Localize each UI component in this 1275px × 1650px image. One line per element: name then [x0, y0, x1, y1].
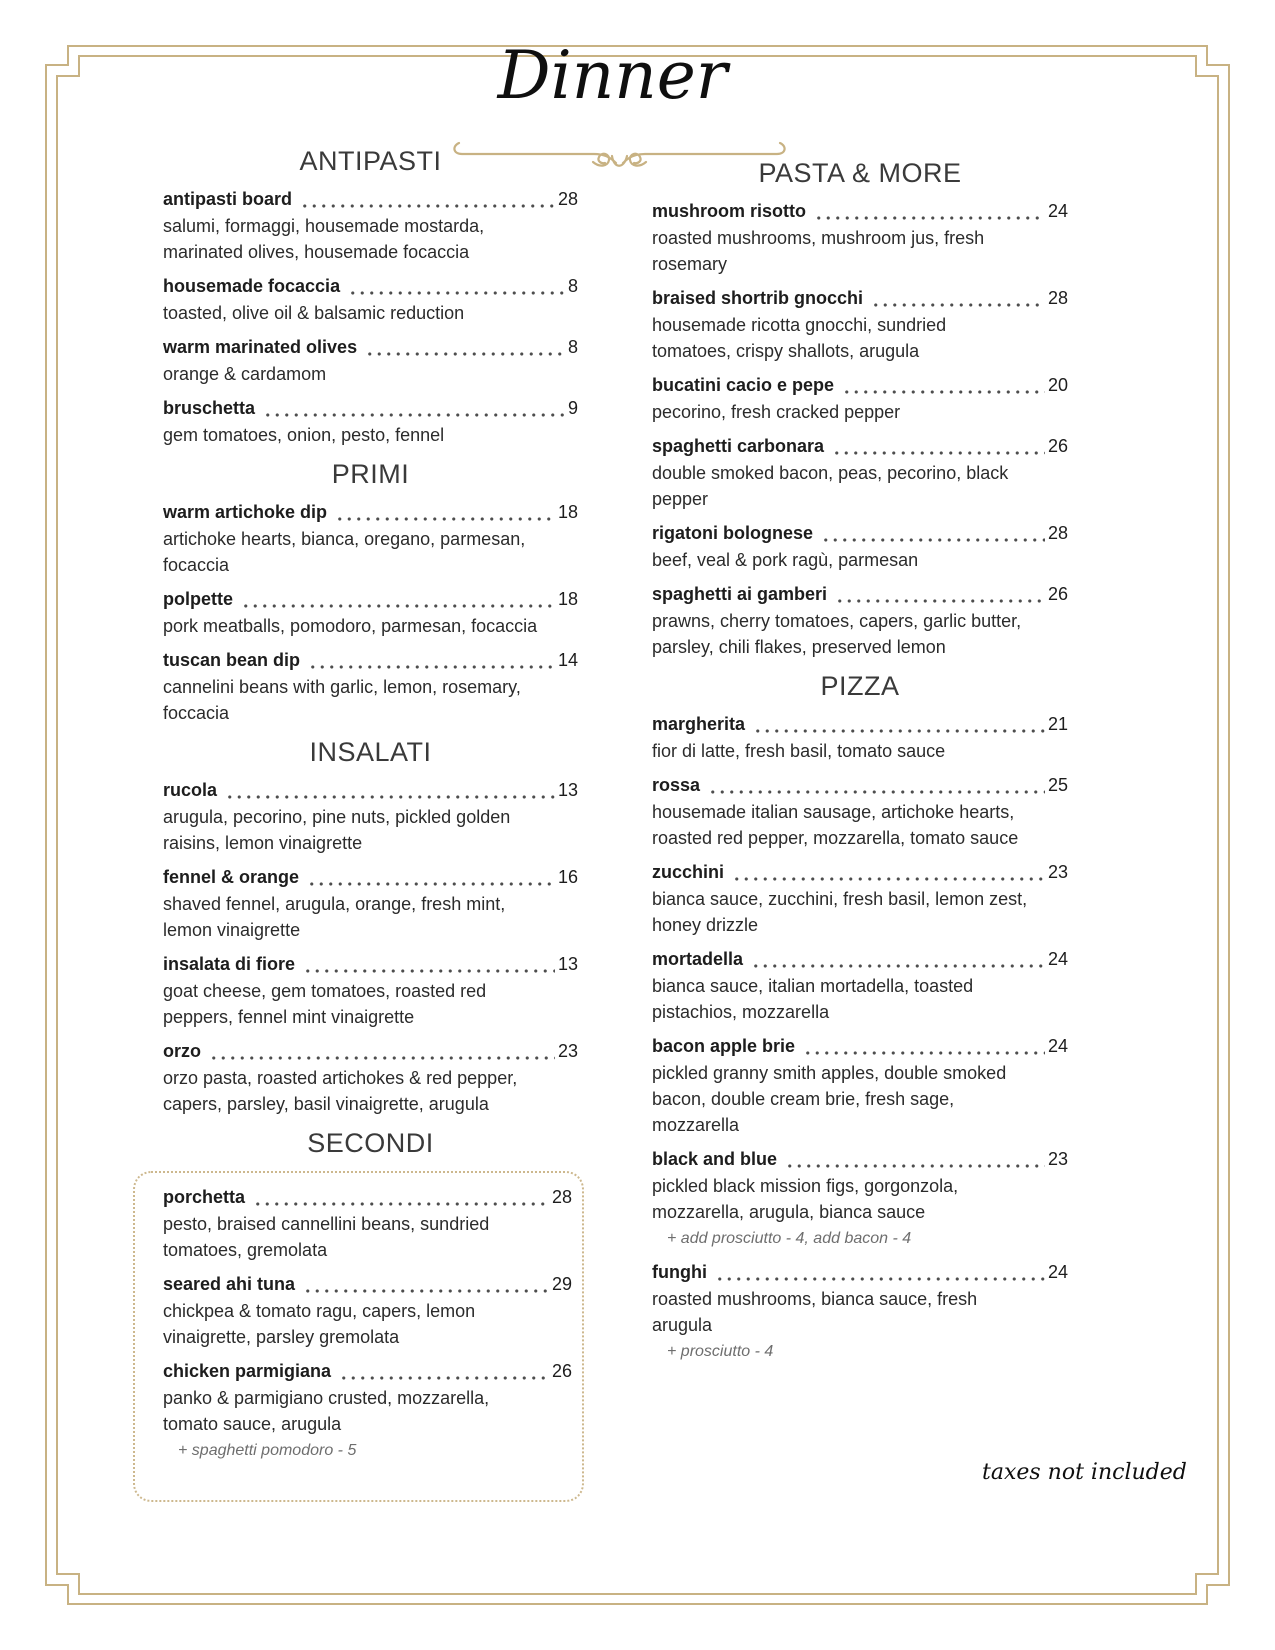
item-name: antipasti board: [163, 189, 293, 209]
menu-item: [652, 375, 1068, 425]
section-items: [652, 714, 1068, 1364]
item-price: 28: [1047, 288, 1068, 308]
dot-leader: [209, 1047, 555, 1062]
item-name-row: [652, 1149, 1068, 1170]
section-header: PIZZA: [820, 671, 900, 701]
menu-item: [652, 1149, 1068, 1251]
item-name-row: [652, 862, 1068, 883]
item-name: insalata di fiore: [163, 954, 296, 974]
item-name-row: [163, 337, 578, 358]
item-description: gem tomatoes, onion, pesto, fennel: [163, 425, 445, 445]
item-name-row: [652, 523, 1068, 544]
item-name-row: [652, 375, 1068, 396]
dot-leader: [253, 1193, 549, 1208]
item-name: chicken parmigiana: [163, 1361, 332, 1381]
menu-item: [652, 949, 1068, 1025]
item-description: beef, veal & pork ragù, parmesan: [652, 550, 919, 570]
dot-leader: [308, 656, 555, 671]
dot-leader: [263, 404, 565, 419]
item-name: rossa: [652, 775, 701, 795]
item-name-row: [652, 949, 1068, 970]
item-name: mushroom risotto: [652, 201, 807, 221]
item-price: 21: [1047, 714, 1068, 734]
item-name: porchetta: [163, 1187, 246, 1207]
menu-section-primi: [163, 459, 578, 726]
item-price: 26: [551, 1361, 572, 1381]
item-name-row: [163, 1041, 578, 1062]
item-name-row: [652, 584, 1068, 605]
item-price: 28: [551, 1187, 572, 1207]
menu-section-pizza: [652, 671, 1068, 1364]
item-description: artichoke hearts, bianca, oregano, parmesan, focaccia: [163, 529, 526, 575]
item-price: 16: [557, 867, 578, 887]
item-name: margherita: [652, 714, 746, 734]
section-header: SECONDI: [307, 1128, 434, 1158]
item-name-row: [163, 276, 578, 297]
item-price: 25: [1047, 775, 1068, 795]
item-price: 23: [1047, 1149, 1068, 1169]
dot-leader: [715, 1268, 1045, 1283]
item-description: housemade italian sausage, artichoke hearts, roasted red pepper, mozzarella, tomato sauce: [652, 802, 1019, 848]
item-addon: + add prosciutto - 4, add bacon - 4: [667, 1230, 912, 1247]
dot-leader: [307, 873, 555, 888]
section-items: [163, 780, 578, 1117]
item-name-row: [163, 650, 578, 671]
item-name: rucola: [163, 780, 218, 800]
section-items: [133, 1171, 584, 1502]
item-price: 26: [1047, 436, 1068, 456]
dot-leader: [365, 343, 565, 358]
item-name-row: [163, 502, 578, 523]
item-name: tuscan bean dip: [163, 650, 301, 670]
menu-section-antipasti: [163, 146, 578, 448]
dot-leader: [832, 442, 1045, 457]
dot-leader: [339, 1367, 549, 1382]
menu-columns: [163, 146, 1068, 1502]
item-description: pork meatballs, pomodoro, parmesan, focaccia: [163, 616, 538, 636]
item-price: 23: [557, 1041, 578, 1061]
item-name: zucchini: [652, 862, 725, 882]
section-items: [652, 201, 1068, 660]
dot-leader: [303, 1280, 549, 1295]
menu-item: [163, 780, 578, 856]
menu-item: [652, 1262, 1068, 1364]
item-price: 8: [567, 276, 578, 296]
item-name: fennel & orange: [163, 867, 300, 887]
item-name: funghi: [652, 1262, 707, 1282]
section-header: ANTIPASTI: [299, 146, 442, 176]
menu-item: [163, 398, 578, 448]
item-name-row: [163, 398, 578, 419]
dot-leader: [708, 781, 1045, 796]
dot-leader: [821, 529, 1045, 544]
dot-leader: [732, 868, 1045, 883]
item-name: spaghetti carbonara: [652, 436, 825, 456]
menu-item: [163, 589, 578, 639]
item-description: bianca sauce, italian mortadella, toasted pistachios, mozzarella: [652, 976, 974, 1022]
item-name-row: [163, 189, 578, 210]
item-description: roasted mushrooms, bianca sauce, fresh arugula: [652, 1289, 978, 1335]
item-price: 24: [1047, 1036, 1068, 1056]
item-description: roasted mushrooms, mushroom jus, fresh rosemary: [652, 228, 985, 274]
menu-section-insalati: [163, 737, 578, 1117]
item-price: 9: [567, 398, 578, 418]
item-price: 18: [557, 589, 578, 609]
menu-item: [163, 867, 578, 943]
menu-item: [163, 1274, 572, 1350]
item-name-row: [652, 775, 1068, 796]
item-name-row: [163, 954, 578, 975]
dot-leader: [835, 590, 1045, 605]
section-items: [163, 502, 578, 726]
item-addon: + spaghetti pomodoro - 5: [178, 1442, 357, 1459]
menu-column-right: [652, 146, 1068, 1502]
dot-leader: [303, 960, 555, 975]
item-description: salumi, formaggi, housemade mostarda, marinated olives, housemade focaccia: [163, 216, 485, 262]
item-name-row: [652, 1036, 1068, 1057]
dot-leader: [751, 955, 1045, 970]
item-description: orange & cardamom: [163, 364, 327, 384]
item-name: mortadella: [652, 949, 744, 969]
item-price: 26: [1047, 584, 1068, 604]
item-price: 29: [551, 1274, 572, 1294]
item-description: pesto, braised cannellini beans, sundried tomatoes, gremolata: [163, 1214, 490, 1260]
item-description: goat cheese, gem tomatoes, roasted red peppers, fennel mint vinaigrette: [163, 981, 487, 1027]
item-price: 23: [1047, 862, 1068, 882]
taxes-footnote: taxes not included: [982, 1460, 1187, 1485]
item-price: 24: [1047, 201, 1068, 221]
item-addon: + prosciutto - 4: [667, 1343, 774, 1360]
item-price: 24: [1047, 949, 1068, 969]
menu-item: [652, 714, 1068, 764]
item-name: rigatoni bolognese: [652, 523, 814, 543]
menu-item: [163, 954, 578, 1030]
item-price: 20: [1047, 375, 1068, 395]
item-name: housemade focaccia: [163, 276, 341, 296]
item-name: bruschetta: [163, 398, 256, 418]
item-name: warm artichoke dip: [163, 502, 328, 522]
item-description: housemade ricotta gnocchi, sundried tomatoes, crispy shallots, arugula: [652, 315, 947, 361]
section-items: [163, 189, 578, 448]
item-description: chickpea & tomato ragu, capers, lemon vinaigrette, parsley gremolata: [163, 1301, 476, 1347]
item-price: 8: [567, 337, 578, 357]
item-name-row: [163, 1274, 572, 1295]
page-title: Dinner: [497, 37, 728, 114]
item-name-row: [163, 589, 578, 610]
menu-item: [163, 337, 578, 387]
item-name-row: [163, 867, 578, 888]
item-name: orzo: [163, 1041, 201, 1061]
dot-leader: [225, 786, 555, 801]
item-name-row: [163, 1361, 572, 1382]
item-description: cannelini beans with garlic, lemon, rosemary, foccacia: [163, 677, 521, 723]
item-price: 18: [557, 502, 578, 522]
menu-section-secondi: [163, 1128, 578, 1502]
item-name: braised shortrib gnocchi: [652, 288, 864, 308]
item-name: polpette: [163, 589, 233, 609]
dot-leader: [814, 207, 1045, 222]
item-name: seared ahi tuna: [163, 1274, 296, 1294]
menu-item: [652, 775, 1068, 851]
item-description: orzo pasta, roasted artichokes & red pepper, capers, parsley, basil vinaigrette, arugula: [163, 1068, 518, 1114]
item-price: 28: [1047, 523, 1068, 543]
menu-item: [163, 1041, 578, 1117]
dot-leader: [842, 381, 1045, 396]
item-description: panko & parmigiano crusted, mozzarella, tomato sauce, arugula: [163, 1388, 490, 1434]
dot-leader: [335, 508, 555, 523]
dot-leader: [753, 720, 1045, 735]
menu-column-left: [163, 146, 578, 1502]
item-description: arugula, pecorino, pine nuts, pickled golden raisins, lemon vinaigrette: [163, 807, 511, 853]
menu-item: [652, 523, 1068, 573]
item-name: warm marinated olives: [163, 337, 358, 357]
menu-item: [163, 650, 578, 726]
item-price: 24: [1047, 1262, 1068, 1282]
menu-item: [652, 862, 1068, 938]
item-description: toasted, olive oil & balsamic reduction: [163, 303, 465, 323]
item-description: pickled black mission figs, gorgonzola, mozzarella, arugula, bianca sauce: [652, 1176, 959, 1222]
section-header: PRIMI: [331, 459, 410, 489]
dot-leader: [348, 282, 565, 297]
menu-item: [163, 189, 578, 265]
item-description: shaved fennel, arugula, orange, fresh mint, lemon vinaigrette: [163, 894, 506, 940]
item-price: 28: [557, 189, 578, 209]
item-price: 14: [557, 650, 578, 670]
dot-leader: [300, 195, 555, 210]
menu-item: [652, 201, 1068, 277]
dot-leader: [871, 294, 1045, 309]
menu-item: [652, 436, 1068, 512]
item-name-row: [652, 436, 1068, 457]
menu-item: [163, 1361, 572, 1463]
item-name: black and blue: [652, 1149, 778, 1169]
menu-item: [652, 288, 1068, 364]
item-description: double smoked bacon, peas, pecorino, black pepper: [652, 463, 1009, 509]
menu-item: [163, 1187, 572, 1263]
section-header: PASTA & MORE: [758, 158, 962, 188]
item-description: fior di latte, fresh basil, tomato sauce: [652, 741, 946, 761]
menu-item: [652, 1036, 1068, 1138]
section-header: INSALATI: [309, 737, 432, 767]
item-description: prawns, cherry tomatoes, capers, garlic butter, parsley, chili flakes, preserved lemon: [652, 611, 1022, 657]
dot-leader: [803, 1042, 1045, 1057]
menu-section-pasta-more: [652, 158, 1068, 660]
item-price: 13: [557, 780, 578, 800]
item-name: bacon apple brie: [652, 1036, 796, 1056]
item-name-row: [163, 1187, 572, 1208]
item-name-row: [652, 714, 1068, 735]
dot-leader: [241, 595, 555, 610]
item-price: 13: [557, 954, 578, 974]
dot-leader: [785, 1155, 1045, 1170]
item-name-row: [652, 1262, 1068, 1283]
item-description: bianca sauce, zucchini, fresh basil, lemon zest, honey drizzle: [652, 889, 1028, 935]
menu-item: [163, 502, 578, 578]
item-description: pickled granny smith apples, double smoked bacon, double cream brie, fresh sage, mozzarella: [652, 1063, 1007, 1135]
item-name-row: [652, 201, 1068, 222]
item-name: spaghetti ai gamberi: [652, 584, 828, 604]
item-description: pecorino, fresh cracked pepper: [652, 402, 901, 422]
item-name-row: [652, 288, 1068, 309]
item-name: bucatini cacio e pepe: [652, 375, 835, 395]
menu-item: [163, 276, 578, 326]
item-name-row: [163, 780, 578, 801]
menu-item: [652, 584, 1068, 660]
